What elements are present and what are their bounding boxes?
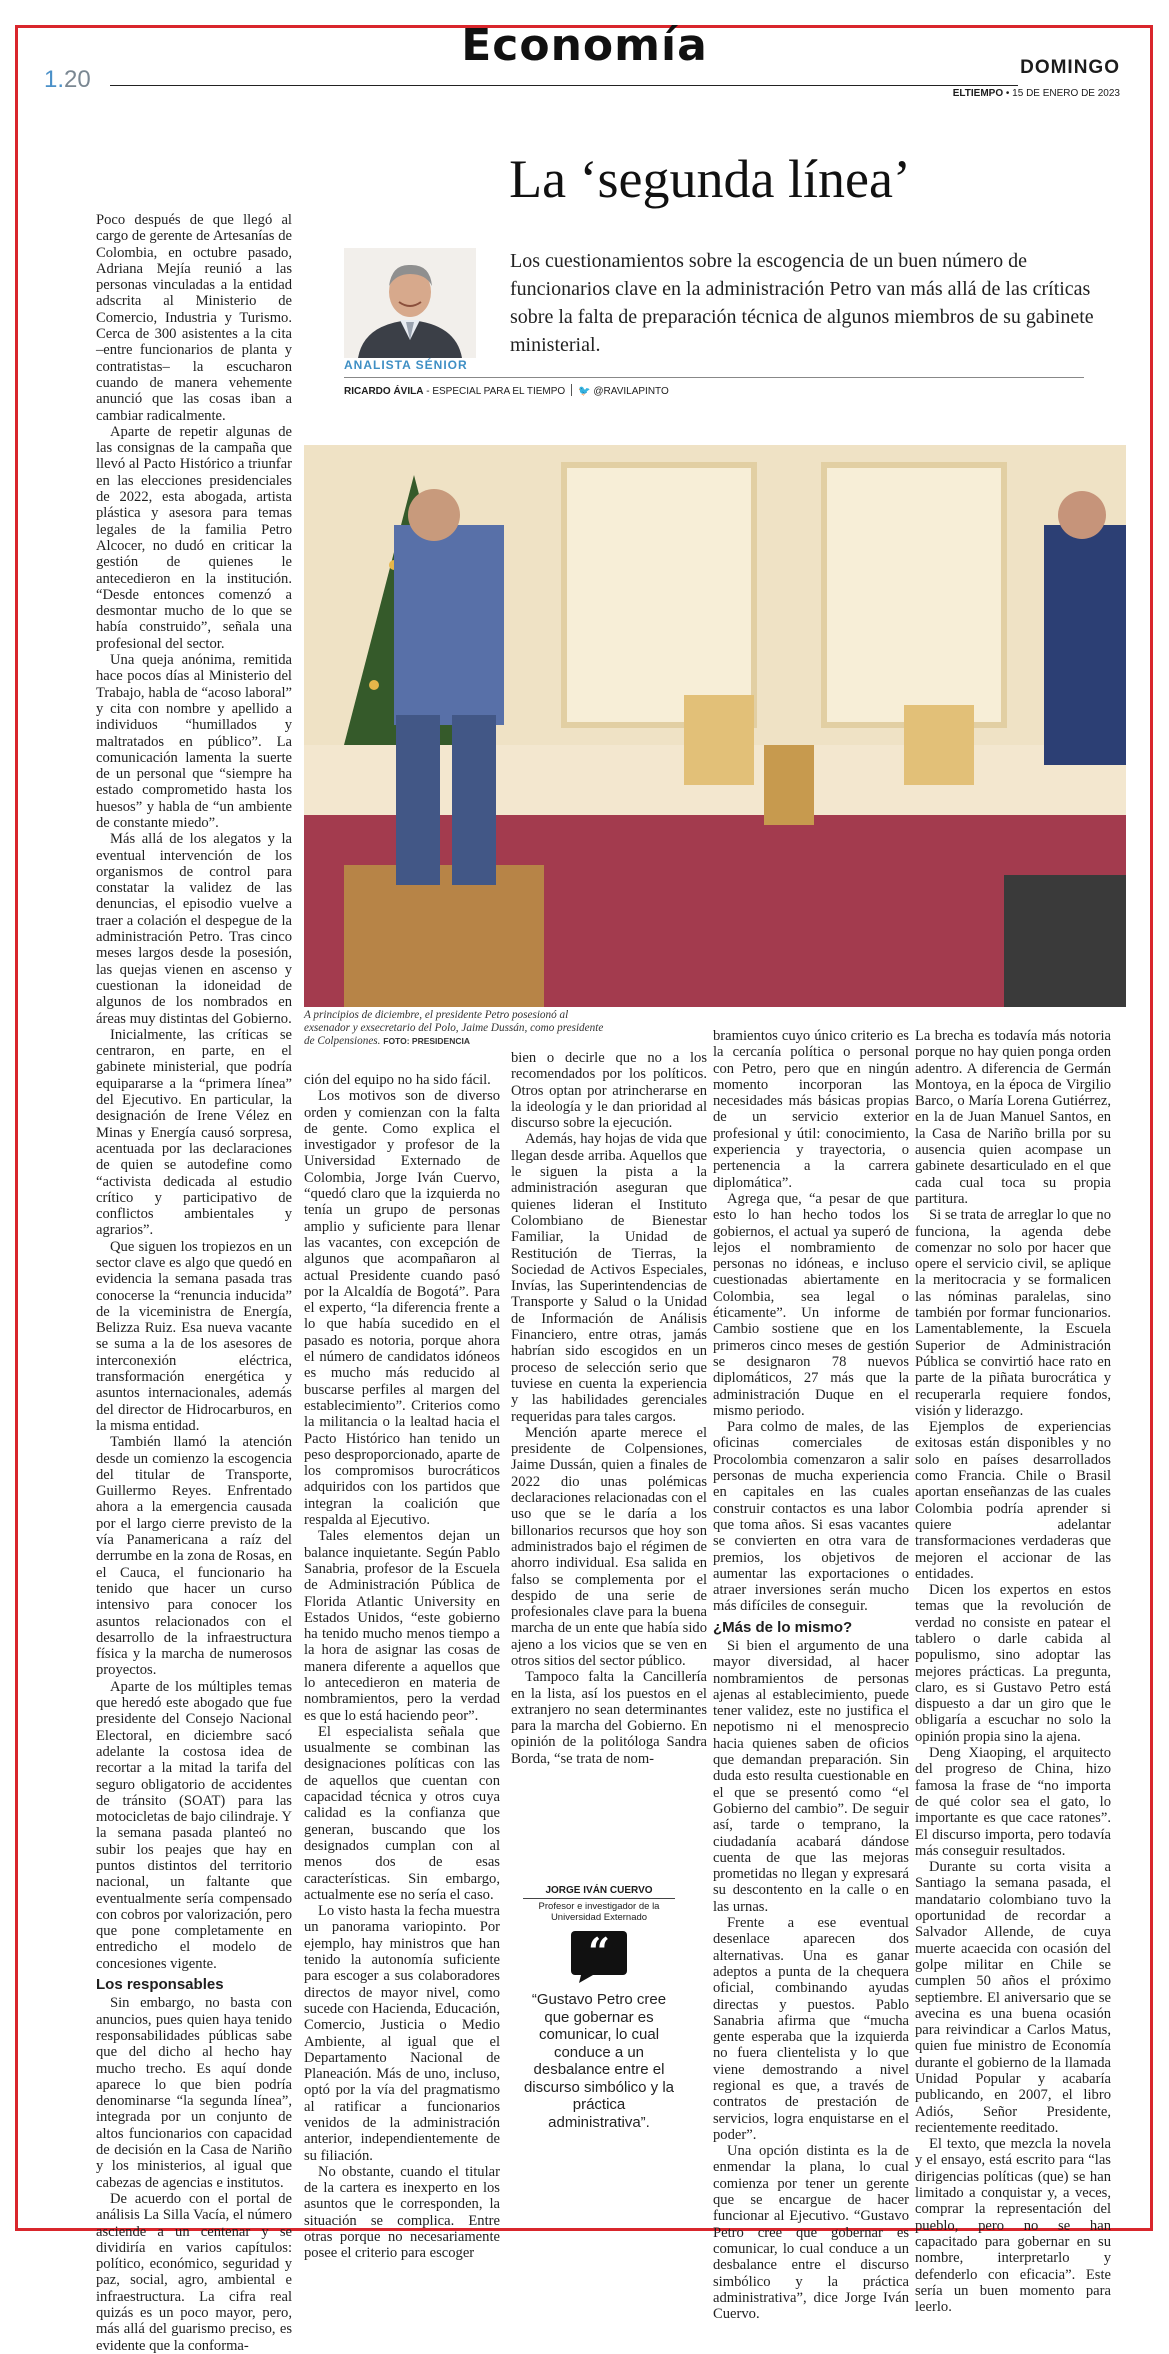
- section-title: Economía: [461, 20, 708, 71]
- author-photo: [344, 248, 476, 358]
- day-label: DOMINGO: [1020, 57, 1120, 78]
- paragraph: Si bien el argumento de una mayor diversidad, al hacer nombramientos de personas ajenas al establecimiento, puede tener validez, este no justifica el nepotismo ni el menosprecio hacia quienes saben de oficios que demandan preparación. Sin duda esto resulta cuestionable en el que se presentó como “el Gobierno del cambio”. De seguir así, tarde o temprano, la ciudadanía acabará dándose cuenta de que las mejoras prometidas no llegan y expresará su descontento en la calle o en las urnas.: [713, 1637, 909, 1915]
- byline-rule: [344, 377, 1084, 378]
- paragraph: ción del equipo no ha sido fácil.: [304, 1072, 491, 1088]
- paragraph: Tales elementos dejan un balance inquietante. Según Pablo Sanabria, profesor de la Escuela de Administración Pública de Florida Atlantic University en Estados Unidos, “este gobierno ha tenido mucho menos tiempo a la hora de asignar las cosas de manera diferente a aquellos que lo antecedieron en materia de nombramientos, pero la verdad es que lo está haciendo peor”.: [304, 1528, 500, 1724]
- paragraph: Una opción distinta es la de enmendar la plana, lo cual comienza por tener un gerente que se encargue de hacer funcionar al Ejecutivo. “Gustavo Petro cree que gobernar es comunicar, lo cual conduce a un desbalance entre el discurso simbólico y la práctica administrativa”, dice Jorge Iván Cuervo.: [713, 2143, 909, 2323]
- paragraph: bien o decirle que no a los recomendados por los políticos. Otros optan por atrincherarse en la ideología y le dan prioridad al discurso sobre la ejecución.: [511, 1050, 707, 1132]
- twitter-icon: 🐦: [578, 386, 591, 397]
- paragraph: Lo visto hasta la fecha muestra un panorama variopinto. Por ejemplo, hay ministros que han tenido la autonomía suficiente para escoger a sus colaboradores directos de mayor nivel, como sucede con Hacienda, Educación, Comercio, Justicia o Medio Ambiente, al igual que el Departamento Nacional de Planeación. Más de uno, incluso, optó por la vía del pragmatismo al ratificar a funcionarios venidos de la administración anterior, independientemente de su filiación.: [304, 1903, 500, 2164]
- paragraph: Sin embargo, no basta con anuncios, pues quien haya tenido responsabilidades públicas sabe que del dicho al hecho hay mucho trecho. Es aquí donde aparece lo que bien podría denominarse “la segunda línea”, integrada por un conjunto de altos funcionarios con capacidad de decisión en la Casa de Nariño y los ministerios, al igual que cabezas de agencias e institutos.: [96, 1995, 292, 2191]
- subheading: ¿Más de lo mismo?: [713, 1618, 853, 1636]
- quote-author: JORGE IVÁN CUERVO: [523, 1885, 675, 1899]
- dateline: [953, 88, 1120, 99]
- paragraph: Tampoco falta la Cancillería en la lista, así los puestos en el extranjero no sean determinantes para la marcha del Gobierno. En opinión de la politóloga Sandra Borda, “se trata de nom-: [511, 1669, 707, 1767]
- paragraph: Más allá de los alegatos y la eventual intervención de los organismos de control para constatar la validez de las denuncias, el episodio vuelve a traer a colación el despegue de la administración Petro. Tras cinco meses largos desde la posesión, las quejas vienen en ascenso y cuestionan la idoneidad de algunos de los nombrados en áreas muy distintas del Gobierno.: [96, 831, 292, 1027]
- paragraph: De acuerdo con el portal de análisis La Silla Vacía, el número asciende a un centenar y se dividiría en varios capítulos: político, económico, seguridad y paz, social, agro, ambiental e infraestructura. La cifra real quizás es un poco mayor, pero, más allá del guarismo preciso, es evidente que la conforma-: [96, 2190, 292, 2354]
- paragraph: El texto, que mezcla la novela y el ensayo, está escrito para “las dirigencias políticas (que) se han limitado a conquistar y, a veces, comprar la representación del pueblo, pero no se han capacitado para gobernar en su nombre, interpretarlo y defenderlo con eficacia”. Este sería un buen momento para leerlo.: [915, 2136, 1111, 2316]
- svg-text:“: “: [588, 1931, 610, 1974]
- date: • 15 DE ENERO DE 2023: [1003, 88, 1120, 99]
- byline-separator: [571, 384, 572, 396]
- author-tag: ANALISTA SÉNIOR: [344, 358, 468, 372]
- caption-text: A principios de diciembre, el presidente Petro posesionó al exsenador y exsecretario del Polo, Jaime Dussán, como presidente de Colpensiones.: [304, 1009, 604, 1047]
- paragraph: Agrega que, “a pesar de que esto lo han hecho todos los gobiernos, el actual ya superó de lejos el nombramiento de personas no idóneas, e incluso cuestionadas abiertamente en Colombia, sea legal o éticamente”. Un informe de Cambio sostiene que en los primeros cinco meses de gestión se designaron 78 nuevos diplomáticos, 27 más que la administración Duque en el mismo periodo.: [713, 1190, 909, 1419]
- column-2: [304, 1072, 500, 2262]
- paragraph: Aparte de repetir algunas de las consignas de la campaña que llevó al Pacto Histórico a triunfar en las elecciones presidenciales de 2022, esta abogada, artista plástica y asesora para temas legales de la familia Petro Alcocer, no dudó en criticar la gestión de quienes le antecedieron en la institución. “Desde entonces comenzó a desmontar mucho de lo que se había construido”, señala una profesional del sector.: [96, 423, 292, 652]
- photo-credit: FOTO: PRESIDENCIA: [383, 1036, 470, 1046]
- header-rule: [110, 85, 1018, 86]
- author-role: - ESPECIAL PARA EL TIEMPO: [423, 386, 566, 397]
- column-5: [915, 1028, 1111, 2315]
- paragraph: Que siguen los tropiezos en un sector clave es algo que quedó en evidencia la semana pasada tras conocerse la “renuncia inducida” de la viceministra de Energía, Belizza Ruiz. Esa nueva vacante se suma a la de los asesores de interconexión eléctrica, transformación energética y asuntos internacionales, además del director de Hidrocarburos, en la misma entidad.: [96, 1238, 292, 1434]
- paragraph: Mención aparte merece el presidente de Colpensiones, Jaime Dussán, quien a finales de 2022 dio unas polémicas declaraciones relacionadas con el uso que se le daría a los billonarios recursos que hoy son administrados bajo el régimen de ahorro individual. Esa salida en falso se complementa por el despido de una serie de profesionales clave para la buena marcha de un ente que había sido ajeno a los vicios que se ven en otros sitios del sector público.: [511, 1424, 707, 1669]
- column-1: [96, 212, 292, 2354]
- paragraph: bramientos cuyo único criterio es la cercanía política o personal con Petro, pero que en ningún momento incorporan las necesidades más básicas propias de un servicio exterior profesional y útil: conocimiento, experiencia y trayectoria, o pertenencia a la carrera diplomática”.: [713, 1028, 909, 1191]
- paragraph: Los motivos son de diverso orden y comienzan con la falta de gente. Como explica el investigador y profesor de la Universidad Externado de Colombia, Jorge Iván Cuervo, “quedó claro que la izquierda no tenía un grupo de personas amplio y suficiente para llenar las vacantes, con excepción de algunos que acompañaron al actual Presidente cuando pasó por la Alcaldía de Bogotá”. Para el experto, “la diferencia frente a lo que había sucedido en el pasado es notoria, porque ahora el número de candidatos idóneos es mucho más reducido al buscarse perfiles al margen del establecimiento”. Criterios como la militancia o la lealtad hacia el Pacto Histórico han tenido un peso desproporcionado, aparte de los compromisos burocráticos adquiridos con los partidos que integran la coalición que respalda al Ejecutivo.: [304, 1088, 500, 1529]
- quote-author-role: Profesor e investigador de la Universidad Externado: [538, 1901, 660, 1923]
- paragraph: Poco después de que llegó al cargo de gerente de Artesanías de Colombia, en octubre pasado, Adriana Mejía reunió a las personas vinculadas a la entidad adscrita al Ministerio de Comercio, Industria y Turismo. Cerca de 300 asistentes a la cita –entre funcionarios de planta y contratistas– la escucharon cuando de manera vehemente anunció que las cosas iban a cambiar radicalmente.: [96, 212, 292, 424]
- photo-caption: [304, 1009, 604, 1048]
- column-4: [713, 1028, 909, 2322]
- pull-quote: [523, 1885, 675, 2131]
- quote-text: “Gustavo Petro cree que gobernar es comunicar, lo cual conduce a un desbalance entre el discurso simbólico y la práctica administrativa”.: [523, 1991, 675, 2131]
- paragraph: Para colmo de males, de las oficinas comerciales de Procolombia comenzaron a salir personas de mucha experiencia en capitales en las cuales construir contactos es una labor que toma años. Si esas vacantes se convierten en otra vara de premios, los objetivos de aumentar las exportaciones o atraer inversiones serán mucho más difíciles de conseguir.: [713, 1419, 909, 1615]
- deck: Los cuestionamientos sobre la escogencia de un buen número de funcionarios clave en la administración Petro van más allá de las críticas sobre la falta de preparación técnica de algunos miembros de su gabinete ministerial.: [510, 250, 1094, 356]
- article-photo: [304, 445, 1126, 1007]
- paragraph: Además, hay hojas de vida que llegan desde arriba. Aquellos que le siguen la pista a la administración aseguran que quienes lideran el Instituto Colombiano de Bienestar Familiar, la Unidad de Restitución de Tierras, la Sociedad de Activos Especiales, Invías, las Superintendencias de Transporte y Salud o la Unidad de Información de Análisis Financiero, entre otras, jamás habrían sido escogidos en un proceso de selección serio que tuviese en cuenta la experiencia y las habilidades gerenciales requeridas para tales cargos.: [511, 1131, 707, 1425]
- author-name: RICARDO ÁVILA: [344, 386, 424, 397]
- paragraph: Ejemplos de experiencias exitosas están disponibles y no solo en países desarrollados como Francia. Chile o Brasil aportan enseñanzas de las cuales Colombia podría aprender si quiere adelantar transformaciones verdaderas que mejoren el accionar de las entidades.: [915, 1419, 1111, 1582]
- subheading: Los responsables: [96, 1976, 224, 1994]
- paragraph: Dicen los expertos en estos temas que la revolución de verdad no consiste en patear el tablero o darle cabida al populismo, sino adoptar las mejores prácticas. La pregunta, claro, es si Gustavo Petro está dispuesto a dar un giro que le obligaría a escuchar no solo la opinión propia sino la ajena.: [915, 1582, 1111, 1745]
- paragraph: Durante su corta visita a Santiago la semana pasada, el mandatario colombiano tuvo la oportunidad de recordar a Salvador Allende, de cuya muerte acaecida con ocasión del golpe militar en Chile se cumplen 50 años el próximo septiembre. El aniversario que se avecina es una buena ocasión para reivindicar a Carlos Matus, quien fue ministro de Economía durante el gobierno de la llamada Unidad Popular y acabaría publicando, en 2007, el libro Adiós, Señor Presidente, recientemente reeditado.: [915, 1859, 1111, 2136]
- paper-name: ELTIEMPO: [952, 88, 1004, 99]
- paragraph: El especialista señala que usualmente se combinan las designaciones políticas con las de aquellos que cuentan con capacidad técnica y otros cuya calidad es la confianza que generan, buscando que los designados cumplan con al menos dos de esas características. Sin embargo, actualmente ese no sería el caso.: [304, 1723, 500, 1903]
- quote-mark-icon: [571, 1931, 627, 1983]
- paragraph: Si se trata de arreglar lo que no funciona, la agenda debe comenzar no solo por hacer que opere el servicio civil, se aplique la meritocracia y se formalicen las nóminas paralelas, sino también por formar funcionarios. Lamentablemente, la Escuela Superior de Administración Pública se convirtió hace rato en parte de la piñata burocrática y recuperarla requiere fondos, visión y liderazgo.: [915, 1207, 1111, 1419]
- paragraph: Frente a ese eventual desenlace aparecen dos alternativas. Una es ganar adeptos a punta de la chequera oficial, combinando ayudas directas y puestos. Pablo Sanabria afirma que “mucha gente esperaba que la izquierda no fuera clientelista y lo que viene demostrando a nivel regional es que, a través de contratos de prestación de servicios, logra enquistarse en el poder”.: [713, 1915, 909, 2143]
- paragraph: Inicialmente, las críticas se centraron, en parte, en el gabinete ministerial, que podría equipararse a la “primera línea” del Ejecutivo. En particular, la designación de Irene Vélez en Minas y Energía causó sorpresa, acentuada por las declaraciones de quien se autodefine como “activista dedicada al estudio crítico y participativo de conflictos ambientales y agrarios”.: [96, 1026, 292, 1239]
- author-twitter: @RAVILAPINTO: [593, 386, 669, 397]
- paragraph: La brecha es todavía más notoria porque no hay quien ponga orden adentro. A diferencia de Germán Montoya, en la época de Virgilio Barco, o María Lorena Gutiérrez, en la de Juan Manuel Santos, en la Casa de Nariño brilla por su ausencia quien acompase un gabinete desarticulado en el que cada cual toca su propia partitura.: [915, 1028, 1111, 1207]
- paragraph: Deng Xiaoping, el arquitecto del progreso de China, hizo famosa la frase de “no importa de qué color sea el gato, lo importante es que cace ratones”. El discurso importa, pero todavía más conseguir resultados.: [915, 1745, 1111, 1859]
- page-number: 1.20: [44, 66, 91, 93]
- byline: [344, 384, 669, 397]
- paragraph: Una queja anónima, remitida hace pocos días al Ministerio del Trabajo, habla de “acoso laboral” y cita con nombre y apellido a individuos “humillados y maltratados en público”. La comunicación lamenta la suerte de un personal que “siempre ha estado comprometido hasta los huesos” y habla de “un ambiente de constante miedo”.: [96, 652, 292, 831]
- headline: La ‘segunda línea’: [509, 149, 911, 209]
- paragraph: Aparte de los múltiples temas que heredó este abogado que fue presidente del Consejo Nacional Electoral, en diciembre sacó adelante la costosa idea de recortar a la mitad la tarifa del seguro obligatorio de accidentes de tránsito (SOAT) para las motocicletas de bajo cilindraje. Y la semana pasada planteó no subir los peajes que hay en puntos distintos del territorio nacional, un faltante que eventualmente sería compensado con cobros por valorización, pero que pone completamente en entredicho el modelo de concesiones vigente.: [96, 1678, 292, 1972]
- column-3: [511, 1050, 707, 1767]
- paragraph: También llamó la atención desde un comienzo la escogencia del titular de Transporte, Guillermo Reyes. Enfrentado ahora a la emergencia causada por el largo cierre previsto de la vía Panamericana a raíz del derrumbe en la zona de Rosas, en el Cauca, el funcionario ha tenido que hacer un curso intensivo para conocer los asuntos relacionados con el desarrollo de la infraestructura física y la marcha de numerosos proyectos.: [96, 1434, 292, 1679]
- paragraph: No obstante, cuando el titular de la cartera es inexperto en los asuntos que le corresponden, la situación se complica. Entre otras porque no necesariamente posee el criterio para escoger: [304, 2163, 500, 2262]
